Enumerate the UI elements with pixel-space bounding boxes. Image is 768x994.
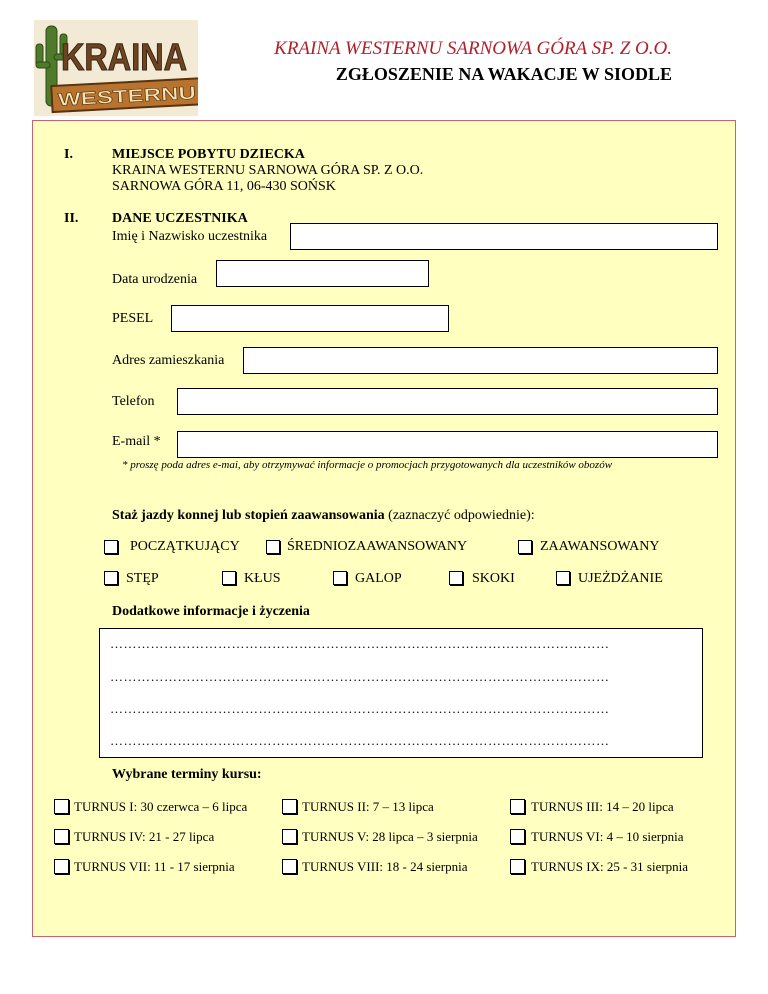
term-checkbox-7[interactable] xyxy=(54,859,69,874)
section-1-heading: MIEJSCE POBYTU DZIECKA xyxy=(112,147,305,162)
level-label-beginner: POCZĄTKUJĄCY xyxy=(130,539,240,554)
level-label-intermediate: ŚREDNIOZAAWANSOWANY xyxy=(287,539,468,554)
svg-text:WESTERNU: WESTERNU xyxy=(57,84,162,110)
address-label: Adres zamieszkania xyxy=(112,353,225,368)
company-name: KRAINA WESTERNU SARNOWA GÓRA SP. Z O.O. xyxy=(274,38,672,59)
term-checkbox-4[interactable] xyxy=(54,829,69,844)
phone-label: Telefon xyxy=(112,394,155,409)
name-field[interactable] xyxy=(290,223,718,250)
term-label-4: TURNUS IV: 21 - 27 lipca xyxy=(74,829,215,844)
email-label: E-mail * xyxy=(112,434,161,449)
section-1-number: I. xyxy=(64,147,73,162)
terms-heading: Wybrane terminy kursu: xyxy=(112,767,262,782)
name-label: Imię i Nazwisko uczestnika xyxy=(112,229,268,244)
gait-checkbox-dressage[interactable] xyxy=(556,571,570,585)
form-title: ZGŁOSZENIE NA WAKACJE W SIODLE xyxy=(335,64,672,84)
level-checkbox-beginner[interactable] xyxy=(104,540,118,554)
extra-info-box[interactable] xyxy=(99,628,703,758)
experience-heading xyxy=(112,508,535,524)
term-checkbox-9[interactable] xyxy=(510,859,525,874)
term-label-2: TURNUS II: 7 – 13 lipca xyxy=(302,799,434,814)
extra-info-line-2: ………………………………………………………………………………………………… xyxy=(110,669,610,684)
section-2-heading: DANE UCZESTNIKA xyxy=(112,211,248,226)
email-note: * proszę poda adres e-mai, aby otrzymywać informacje o promocjach przygotowanych dla uczestników obozów xyxy=(122,459,613,471)
term-checkbox-8[interactable] xyxy=(282,859,297,874)
gait-label-trot: KŁUS xyxy=(244,571,281,586)
term-checkbox-1[interactable] xyxy=(54,799,69,814)
gait-label-walk: STĘP xyxy=(126,571,159,586)
term-label-5: TURNUS V: 28 lipca – 3 sierpnia xyxy=(302,829,478,844)
kraina-westernu-logo xyxy=(34,20,198,116)
extra-info-line-4: ………………………………………………………………………………………………… xyxy=(110,733,610,748)
section-1-line2: SARNOWA GÓRA 11, 06-430 SOŃSK xyxy=(112,179,336,194)
term-label-3: TURNUS III: 14 – 20 lipca xyxy=(531,799,674,814)
term-label-6: TURNUS VI: 4 – 10 sierpnia xyxy=(531,829,684,844)
birth-date-label: Data urodzenia xyxy=(112,272,198,287)
gait-label-dressage: UJEŻDŻANIE xyxy=(578,571,663,586)
gait-checkbox-walk[interactable] xyxy=(104,571,118,585)
section-1-line1: KRAINA WESTERNU SARNOWA GÓRA SP. Z O.O. xyxy=(112,163,424,178)
term-checkbox-3[interactable] xyxy=(510,799,525,814)
extra-info-line-3: ………………………………………………………………………………………………… xyxy=(110,701,610,716)
term-checkbox-5[interactable] xyxy=(282,829,297,844)
birth-date-field[interactable] xyxy=(216,260,429,287)
gait-label-jumps: SKOKI xyxy=(472,571,515,586)
term-checkbox-2[interactable] xyxy=(282,799,297,814)
term-label-1: TURNUS I: 30 czerwca – 6 lipca xyxy=(74,799,248,814)
address-field[interactable] xyxy=(243,347,718,374)
gait-checkbox-gallop[interactable] xyxy=(333,571,347,585)
section-2-number: II. xyxy=(64,211,79,226)
phone-field[interactable] xyxy=(177,388,718,415)
svg-text:KRAINA: KRAINA xyxy=(61,37,187,79)
gait-label-gallop: GALOP xyxy=(355,571,402,586)
term-checkbox-6[interactable] xyxy=(510,829,525,844)
gait-checkbox-trot[interactable] xyxy=(222,571,236,585)
experience-heading-note: (zaznaczyć odpowiednie): xyxy=(384,508,535,523)
pesel-field[interactable] xyxy=(171,305,449,332)
experience-heading-bold: Staż jazdy konnej lub stopień zaawansowania xyxy=(112,508,385,523)
pesel-label: PESEL xyxy=(112,311,154,326)
email-field[interactable] xyxy=(177,431,718,458)
term-label-7: TURNUS VII: 11 - 17 sierpnia xyxy=(74,859,235,874)
level-checkbox-advanced[interactable] xyxy=(518,540,532,554)
gait-checkbox-jumps[interactable] xyxy=(449,571,463,585)
term-label-8: TURNUS VIII: 18 - 24 sierpnia xyxy=(302,859,468,874)
extra-info-heading: Dodatkowe informacje i życzenia xyxy=(112,604,310,619)
level-checkbox-intermediate[interactable] xyxy=(266,540,280,554)
level-label-advanced: ZAAWANSOWANY xyxy=(540,539,660,554)
term-label-9: TURNUS IX: 25 - 31 sierpnia xyxy=(531,859,689,874)
extra-info-line-1: ………………………………………………………………………………………………… xyxy=(110,636,610,651)
